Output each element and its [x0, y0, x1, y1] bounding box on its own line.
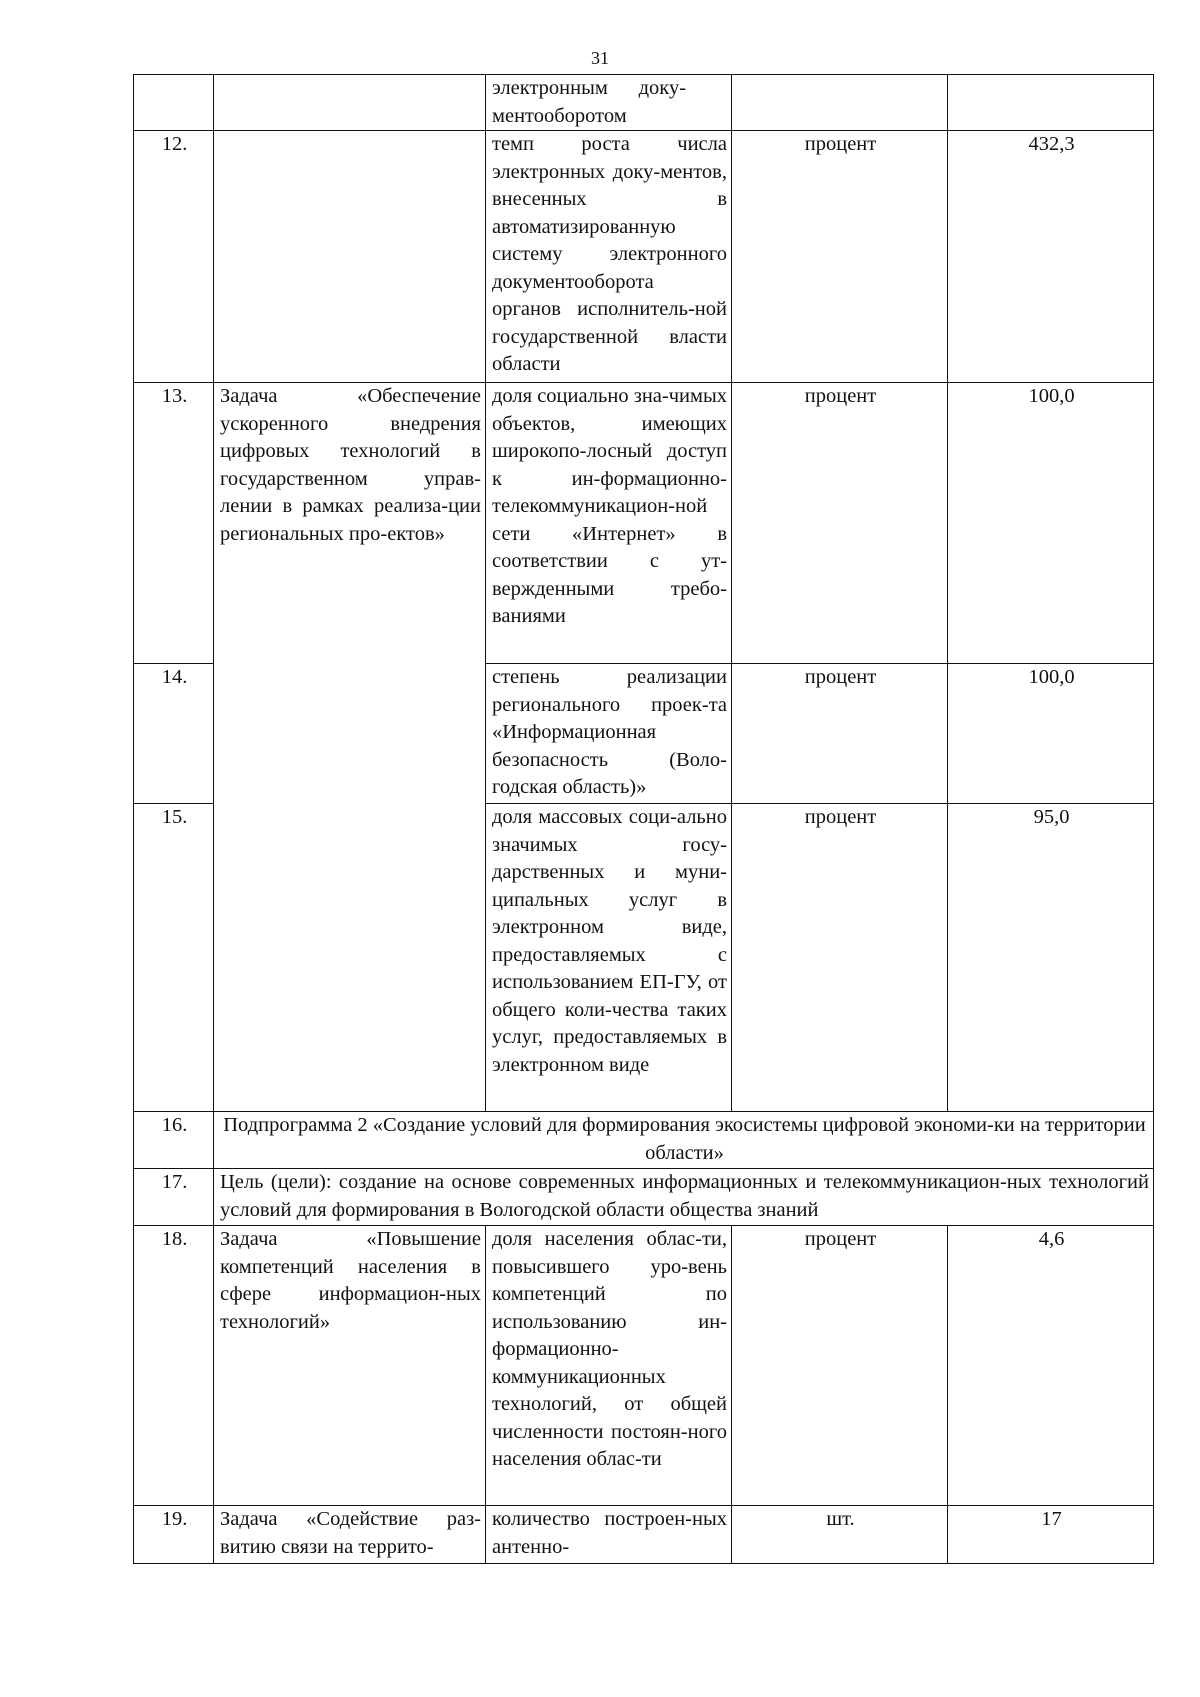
table-row — [134, 75, 1154, 131]
task-cell — [214, 75, 486, 131]
row-number: 14. — [134, 664, 214, 804]
indicator-cell: доля массовых соци-ально значимых госу-дарственных и муни-ципальных услуг в электронном виде, предоставляемых с использованием ЕП-ГУ, от общего коли-чества таких услуг, предоставляемых в электронном виде — [486, 804, 732, 1112]
row-number: 16. — [134, 1112, 214, 1169]
row-number: 18. — [134, 1226, 214, 1506]
value-cell: 100,0 — [948, 383, 1154, 664]
indicator-cell: темп роста числа электронных доку-ментов, внесенных в автоматизированную систему электронного документооборота органов исполнитель-ной государственной власти области — [486, 131, 732, 383]
table-row — [134, 1112, 1154, 1169]
row-number: 13. — [134, 383, 214, 664]
indicator-cell: доля социально зна-чимых объектов, имеющих широкопо-лосный доступ к ин-формационно-телекоммуникацион-ной сети «Интернет» в соответствии с ут-вержденными требо-ваниями — [486, 383, 732, 664]
value-cell: 432,3 — [948, 131, 1154, 383]
table-row — [134, 1169, 1154, 1226]
row-number — [134, 75, 214, 131]
subprogram-title: Подпрограмма 2 «Создание условий для формирования экосистемы цифровой экономи-ки на территории области» — [214, 1112, 1154, 1169]
indicator-cell: доля населения облас-ти, повысившего уро-вень компетенций по использованию ин-формационно-коммуникационных технологий, от общей численности постоян-ного населения облас-ти — [486, 1226, 732, 1506]
unit-cell: процент — [732, 804, 948, 1112]
unit-cell: процент — [732, 383, 948, 664]
task-cell: Задача «Повышение компетенций населения в сфере информацион-ных технологий» — [214, 1226, 486, 1506]
unit-cell — [732, 75, 948, 131]
unit-cell: процент — [732, 1226, 948, 1506]
indicator-cell: степень реализации регионального проек-та «Информационная безопасность (Воло-годская область)» — [486, 664, 732, 804]
value-cell: 100,0 — [948, 664, 1154, 804]
table-row — [134, 1226, 1154, 1506]
task-cell: Задача «Обеспечение ускоренного внедрения цифровых технологий в государственном управ-лении в рамках реализа-ции региональных про-ектов» — [214, 383, 486, 1112]
task-cell — [214, 131, 486, 383]
indicators-table — [133, 74, 1154, 1564]
value-cell: 4,6 — [948, 1226, 1154, 1506]
unit-cell: процент — [732, 131, 948, 383]
row-number: 12. — [134, 131, 214, 383]
unit-cell: процент — [732, 664, 948, 804]
indicator-cell: количество построен-ных антенно- — [486, 1506, 732, 1564]
page-number: 31 — [591, 48, 609, 68]
table-row — [134, 383, 1154, 664]
value-cell: 17 — [948, 1506, 1154, 1564]
value-cell — [948, 75, 1154, 131]
goal-text: Цель (цели): создание на основе современных информационных и телекоммуникацион-ных технологий условий для формирования в Вологодской области общества знаний — [214, 1169, 1154, 1226]
unit-cell: шт. — [732, 1506, 948, 1564]
table-row — [134, 131, 1154, 383]
value-cell: 95,0 — [948, 804, 1154, 1112]
task-cell: Задача «Содействие раз-витию связи на террито- — [214, 1506, 486, 1564]
table-row — [134, 1506, 1154, 1564]
row-number: 15. — [134, 804, 214, 1112]
row-number: 17. — [134, 1169, 214, 1226]
row-number: 19. — [134, 1506, 214, 1564]
indicator-cell: электронным доку- ментооборотом — [486, 75, 732, 131]
